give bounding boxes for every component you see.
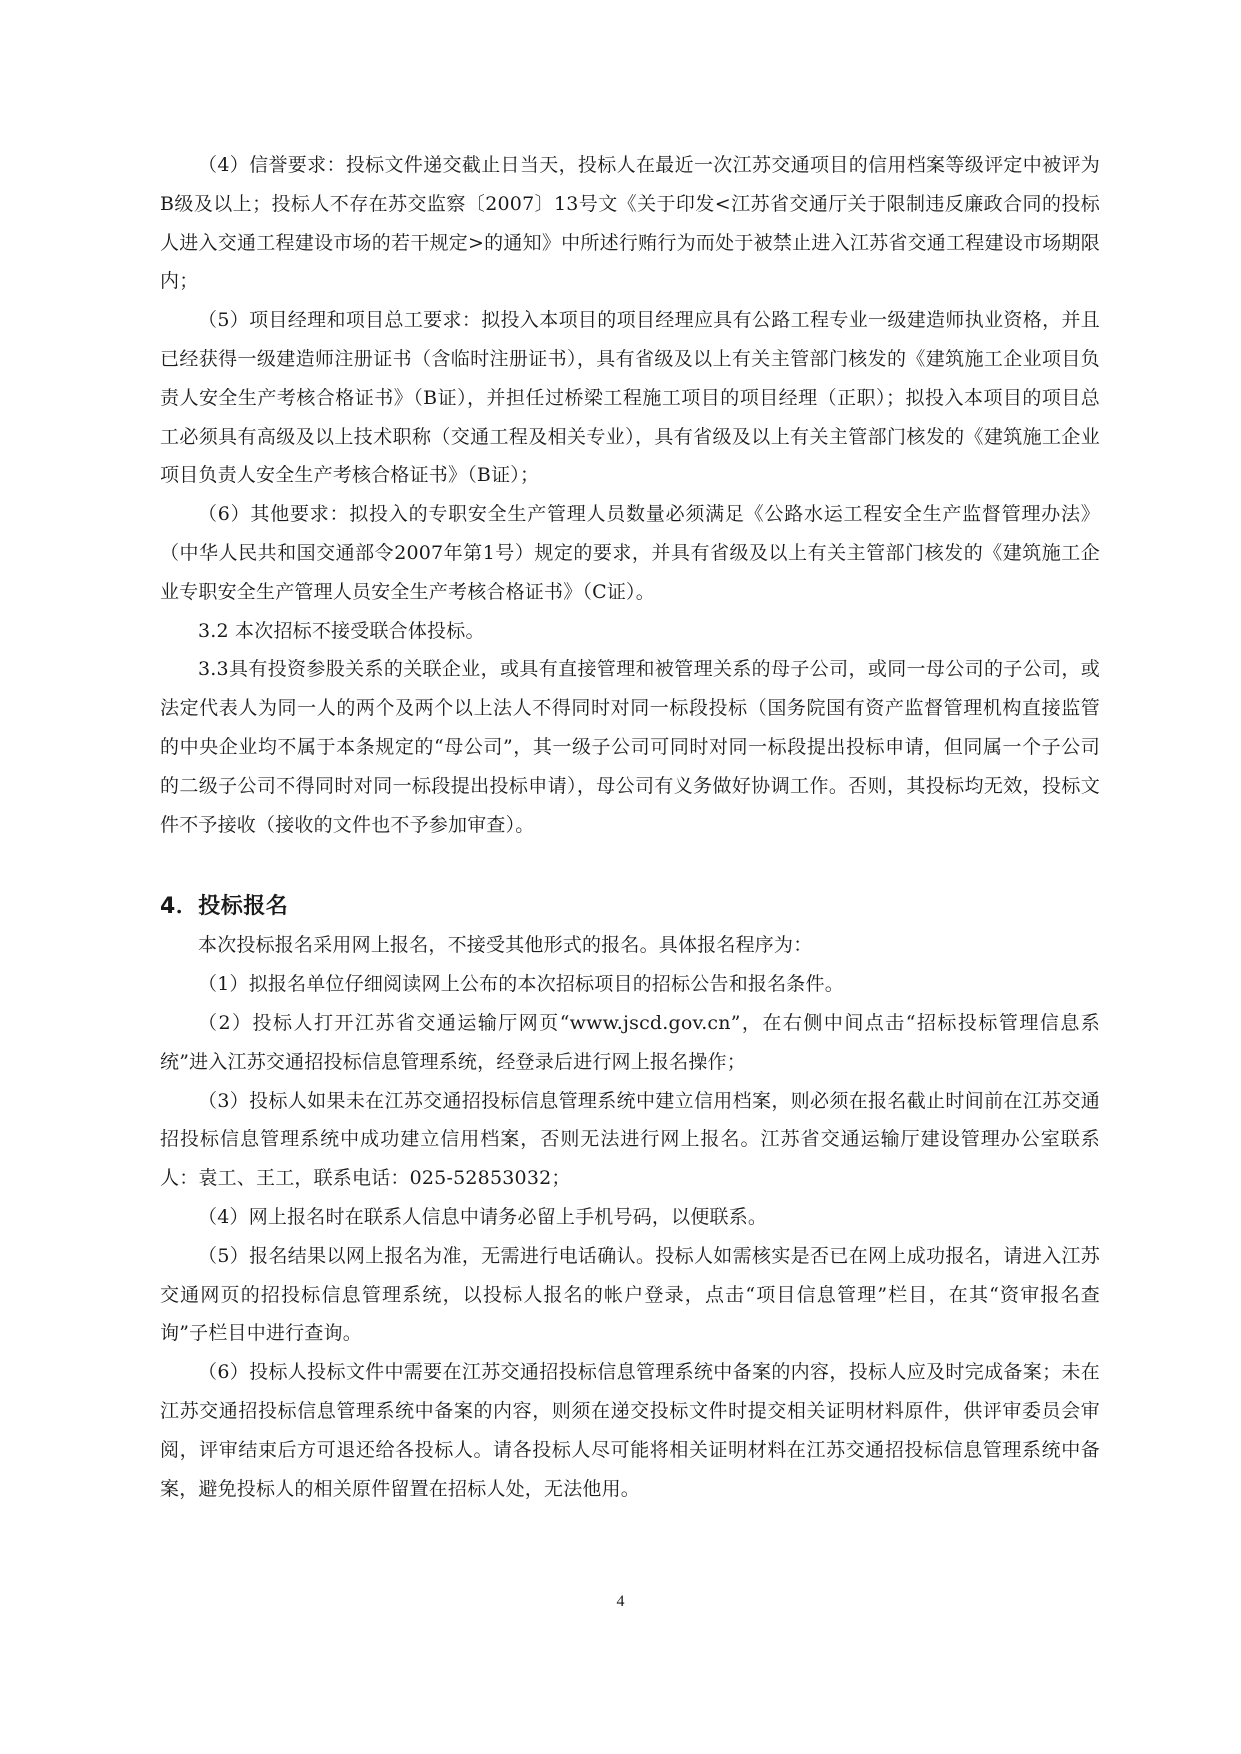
- paragraph-registration-step-5: （5）报名结果以网上报名为准，无需进行电话确认。投标人如需核实是否已在网上成功报名，请进入江苏交通网页的招投标信息管理系统，以投标人报名的帐户登录，点击“项目信息管理”栏目，在其“资审报名查询”子栏目中进行查询。: [160, 1244, 1100, 1345]
- page-number: 4: [616, 1593, 625, 1610]
- paragraph-registration-step-3: （3）投标人如果未在江苏交通招投标信息管理系统中建立信用档案，则必须在报名截止时间前在江苏交通招投标信息管理系统中成功建立信用档案，否则无法进行网上报名。江苏省交通运输厅建设管理办公室联系人：袁工、王工，联系电话：025-52853032；: [160, 1089, 1100, 1190]
- paragraph-credit-requirement: （4）信誉要求：投标文件递交截止日当天，投标人在最近一次江苏交通项目的信用档案等级评定中被评为B级及以上；投标人不存在苏交监察〔2007〕13号文《关于印发<江苏省交通厅关于限制违反廉政合同的投标人进入交通工程建设市场的若干规定>的通知》中所述行贿行为而处于被禁止进入江苏省交通工程建设市场期限内；: [160, 154, 1100, 293]
- paragraph-registration-step-1: （1）拟报名单位仔细阅读网上公布的本次招标项目的招标公告和报名条件。: [198, 973, 844, 996]
- paragraph-registration-step-4: （4）网上报名时在联系人信息中请务必留上手机号码，以便联系。: [198, 1205, 768, 1228]
- paragraph-registration-step-6: （6）投标人投标文件中需要在江苏交通招投标信息管理系统中备案的内容，投标人应及时完成备案；未在江苏交通招投标信息管理系统中备案的内容，则须在递交投标文件时提交相关证明材料原件，供评审委员会审阅，评审结束后方可退还给各投标人。请各投标人尽可能将相关证明材料在江苏交通招投标信息管理系统中备案，避免投标人的相关原件留置在招标人处，无法他用。: [160, 1361, 1100, 1500]
- document-body: [160, 146, 1100, 1508]
- paragraph-registration-step-2: （2）投标人打开江苏省交通运输厅网页“www.jscd.gov.cn”，在右侧中间点击“招标投标管理信息系统”进入江苏交通招投标信息管理系统，经登录后进行网上报名操作；: [160, 1011, 1100, 1073]
- paragraph-registration-intro: 本次投标报名采用网上报名，不接受其他形式的报名。具体报名程序为：: [198, 934, 813, 957]
- paragraph-other-requirement: （6）其他要求：拟投入的专职安全生产管理人员数量必须满足《公路水运工程安全生产监督管理办法》（中华人民共和国交通部令2007年第1号）规定的要求，并具有省级及以上有关主管部门核发的《建筑施工企业专职安全生产管理人员安全生产考核合格证书》（C证）。: [160, 503, 1100, 603]
- paragraph-manager-requirement: （5）项目经理和项目总工要求：拟投入本项目的项目经理应具有公路工程专业一级建造师执业资格，并且已经获得一级建造师注册证书（含临时注册证书），具有省级及以上有关主管部门核发的《建筑施工企业项目负责人安全生产考核合格证书》（B证），并担任过桥梁工程施工项目的项目经理（正职）；拟投入本项目的项目总工必须具有高级及以上技术职称（交通工程及相关专业），具有省级及以上有关主管部门核发的《建筑施工企业项目负责人安全生产考核合格证书》（B证）；: [160, 309, 1100, 487]
- paragraph-no-consortium: 3.2 本次招标不接受联合体投标。: [198, 619, 485, 642]
- paragraph-affiliated-companies: 3.3具有投资参股关系的关联企业，或具有直接管理和被管理关系的母子公司，或同一母公司的子公司，或法定代表人为同一人的两个及两个以上法人不得同时对同一标段投标（国务院国有资产监督管理机构直接监管的中央企业均不属于本条规定的“母公司”，其一级子公司可同时对同一标段提出投标申请，但同属一个子公司的二级子公司不得同时对同一标段提出投标申请），母公司有义务做好协调工作。否则，其投标均无效，投标文件不予接收（接收的文件也不予参加审查）。: [160, 658, 1100, 836]
- section-heading-registration: 4．投标报名: [160, 894, 289, 920]
